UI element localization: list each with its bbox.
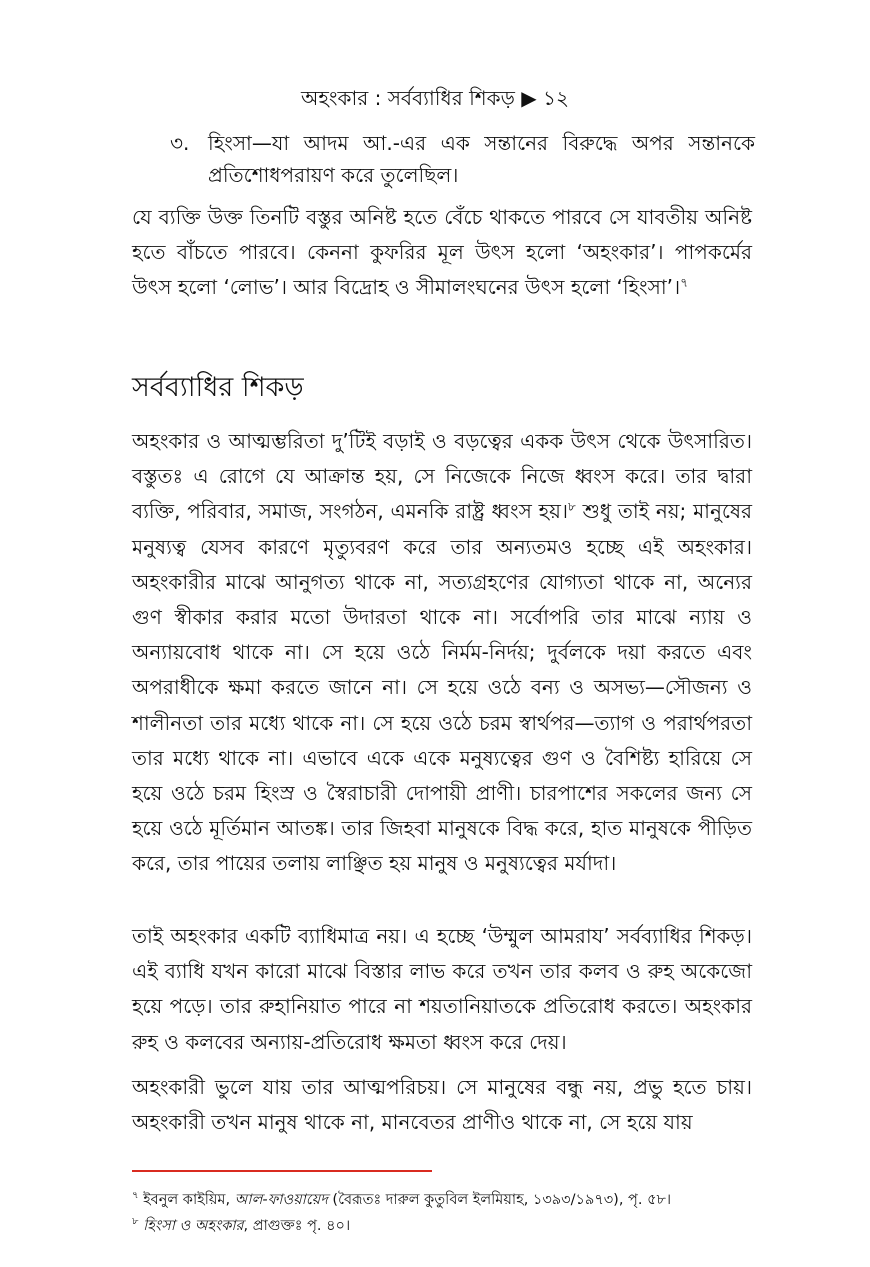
paragraph-1-text: যে ব্যক্তি উক্ত তিনটি বস্তুর অনিষ্ট হতে বেঁচে থাকতে পারবে সে যাবতীয় অনিষ্ট হতে বাঁচতে পারবে। কেননা কুফরির মূল উৎস হলো ‘অহংকার’। পাপকর্মের উৎস হলো ‘লোভ’। আর বিদ্রোহ ও সীমালংঘনের উৎস হলো ‘হিংসা’। (132, 205, 752, 300)
footnote-7-title: আল-ফাওয়ায়েদ (234, 1192, 328, 1208)
footnote-8-rest: , প্রাগুক্তঃ পৃ. ৪০। (243, 1218, 351, 1234)
paragraph-1 (132, 200, 752, 306)
paragraph-3: তাই অহংকার একটি ব্যাধিমাত্র নয়। এ হচ্ছে ‘উম্মুল আমরায’ সর্বব্যাধির শিকড়। এই ব্যাধি যখন কারো মাঝে বিস্তার লাভ করে তখন তার কলব ও রুহ অকেজো হয়ে পড়ে। তার রুহানিয়াত পারে না শয়তানিয়াতকে প্রতিরোধ করতে। অহংকার রুহ ও কলবের অন্যায়-প্রতিরোধ ক্ষমতা ধ্বংস করে দেয়। (132, 924, 752, 1054)
footnote-8 (132, 1214, 772, 1238)
paragraph-2-text-a: অহংকার ও আত্মম্ভরিতা দু’টিই বড়াই ও বড়ত্বের একক উৎস থেকে উৎসারিত। বস্তুতঃ এ রোগে যে আক্রান্ত হয়, সে নিজেকে নিজে ধ্বংস করে। তার দ্বারা ব্যক্তি, পরিবার, সমাজ, সংগঠন, এমনকি রাষ্ট্র ধ্বংস হয়। (132, 429, 752, 524)
running-header: অহংকার : সর্বব্যাধির শিকড় ▶ ১২ (301, 86, 569, 110)
footnote-ref-7: ৭ (680, 275, 689, 290)
footnote-8-title: হিংসা ও অহংকার (138, 1218, 244, 1234)
footnote-ref-8: ৮ (568, 499, 576, 514)
paragraph-2-text-b: শুধু তাই নয়; মানুষের মনুষ্যত্ব যেসব কারণে মৃত্যুবরণ করে তার অন্যতমও হচ্ছে এই অহংকার। অহংকারীর মাঝে আনুগত্য থাকে না, সত্যগ্রহণের যোগ্যতা থাকে না, অন্যের গুণ স্বীকার করার মতো উদারতা থাকে না। সর্বোপরি তার মাঝে ন্যায় ও অন্যায়বোধ থাকে না। সে হয়ে ওঠে নির্মম-নির্দয়; দুর্বলকে দয়া করতে এবং অপরাধীকে ক্ষমা করতে জানে না। সে হয়ে ওঠে বন্য ও অসভ্য—সৌজন্য ও শালীনতা তার মধ্যে থাকে না। সে হয়ে ওঠে চরম স্বার্থপর—ত্যাগ ও পরার্থপরতা তার মধ্যে থাকে না। এভাবে একে একে মনুষ্যত্বের গুণ ও বৈশিষ্ট্য হারিয়ে সে হয়ে ওঠে চরম হিংস্র ও স্বৈরাচারী দোপায়ী প্রাণী। চারপাশের সকলের জন্য সে হয়ে ওঠে মূর্তিমান আতঙ্ক। তার জিহবা মানুষকে বিদ্ধ করে, হাত মানুষকে পীড়িত করে, তার পায়ের তলায় লাঞ্ছিত হয় মানুষ ও মনুষ্যত্বের মর্যাদা। (132, 499, 752, 876)
footnote-separator (132, 1170, 432, 1172)
footnote-7-rest: (বৈরূতঃ দারুল কুতুবিল ইলমিয়াহ, ১৩৯৩/১৯৭৩), পৃ. ৫৮। (327, 1192, 672, 1208)
footnote-8-mark: ৮ (132, 1216, 139, 1228)
footnote-7 (132, 1188, 772, 1212)
footnote-7-author: ইবনুল কাইয়িম, (138, 1192, 235, 1208)
list-item-text: হিংসা—যা আদম আ.-এর এক সন্তানের বিরুদ্ধে অপর সন্তানকে প্রতিশোধপরায়ণ করে তুলেছিল। (208, 131, 755, 187)
paragraph-2 (132, 424, 752, 882)
list-item-number: ৩. (170, 131, 190, 155)
paragraph-4: অহংকারী ভুলে যায় তার আত্মপরিচয়। সে মানুষের বন্ধু নয়, প্রভু হতে চায়। অহংকারী তখন মানুষ থাকে না, মানবেতর প্রাণীও থাকে না, সে হয়ে যায় (132, 1075, 752, 1135)
section-heading: সর্বব্যাধির শিকড় (132, 372, 304, 403)
footnote-7-mark: ৭ (132, 1190, 139, 1202)
